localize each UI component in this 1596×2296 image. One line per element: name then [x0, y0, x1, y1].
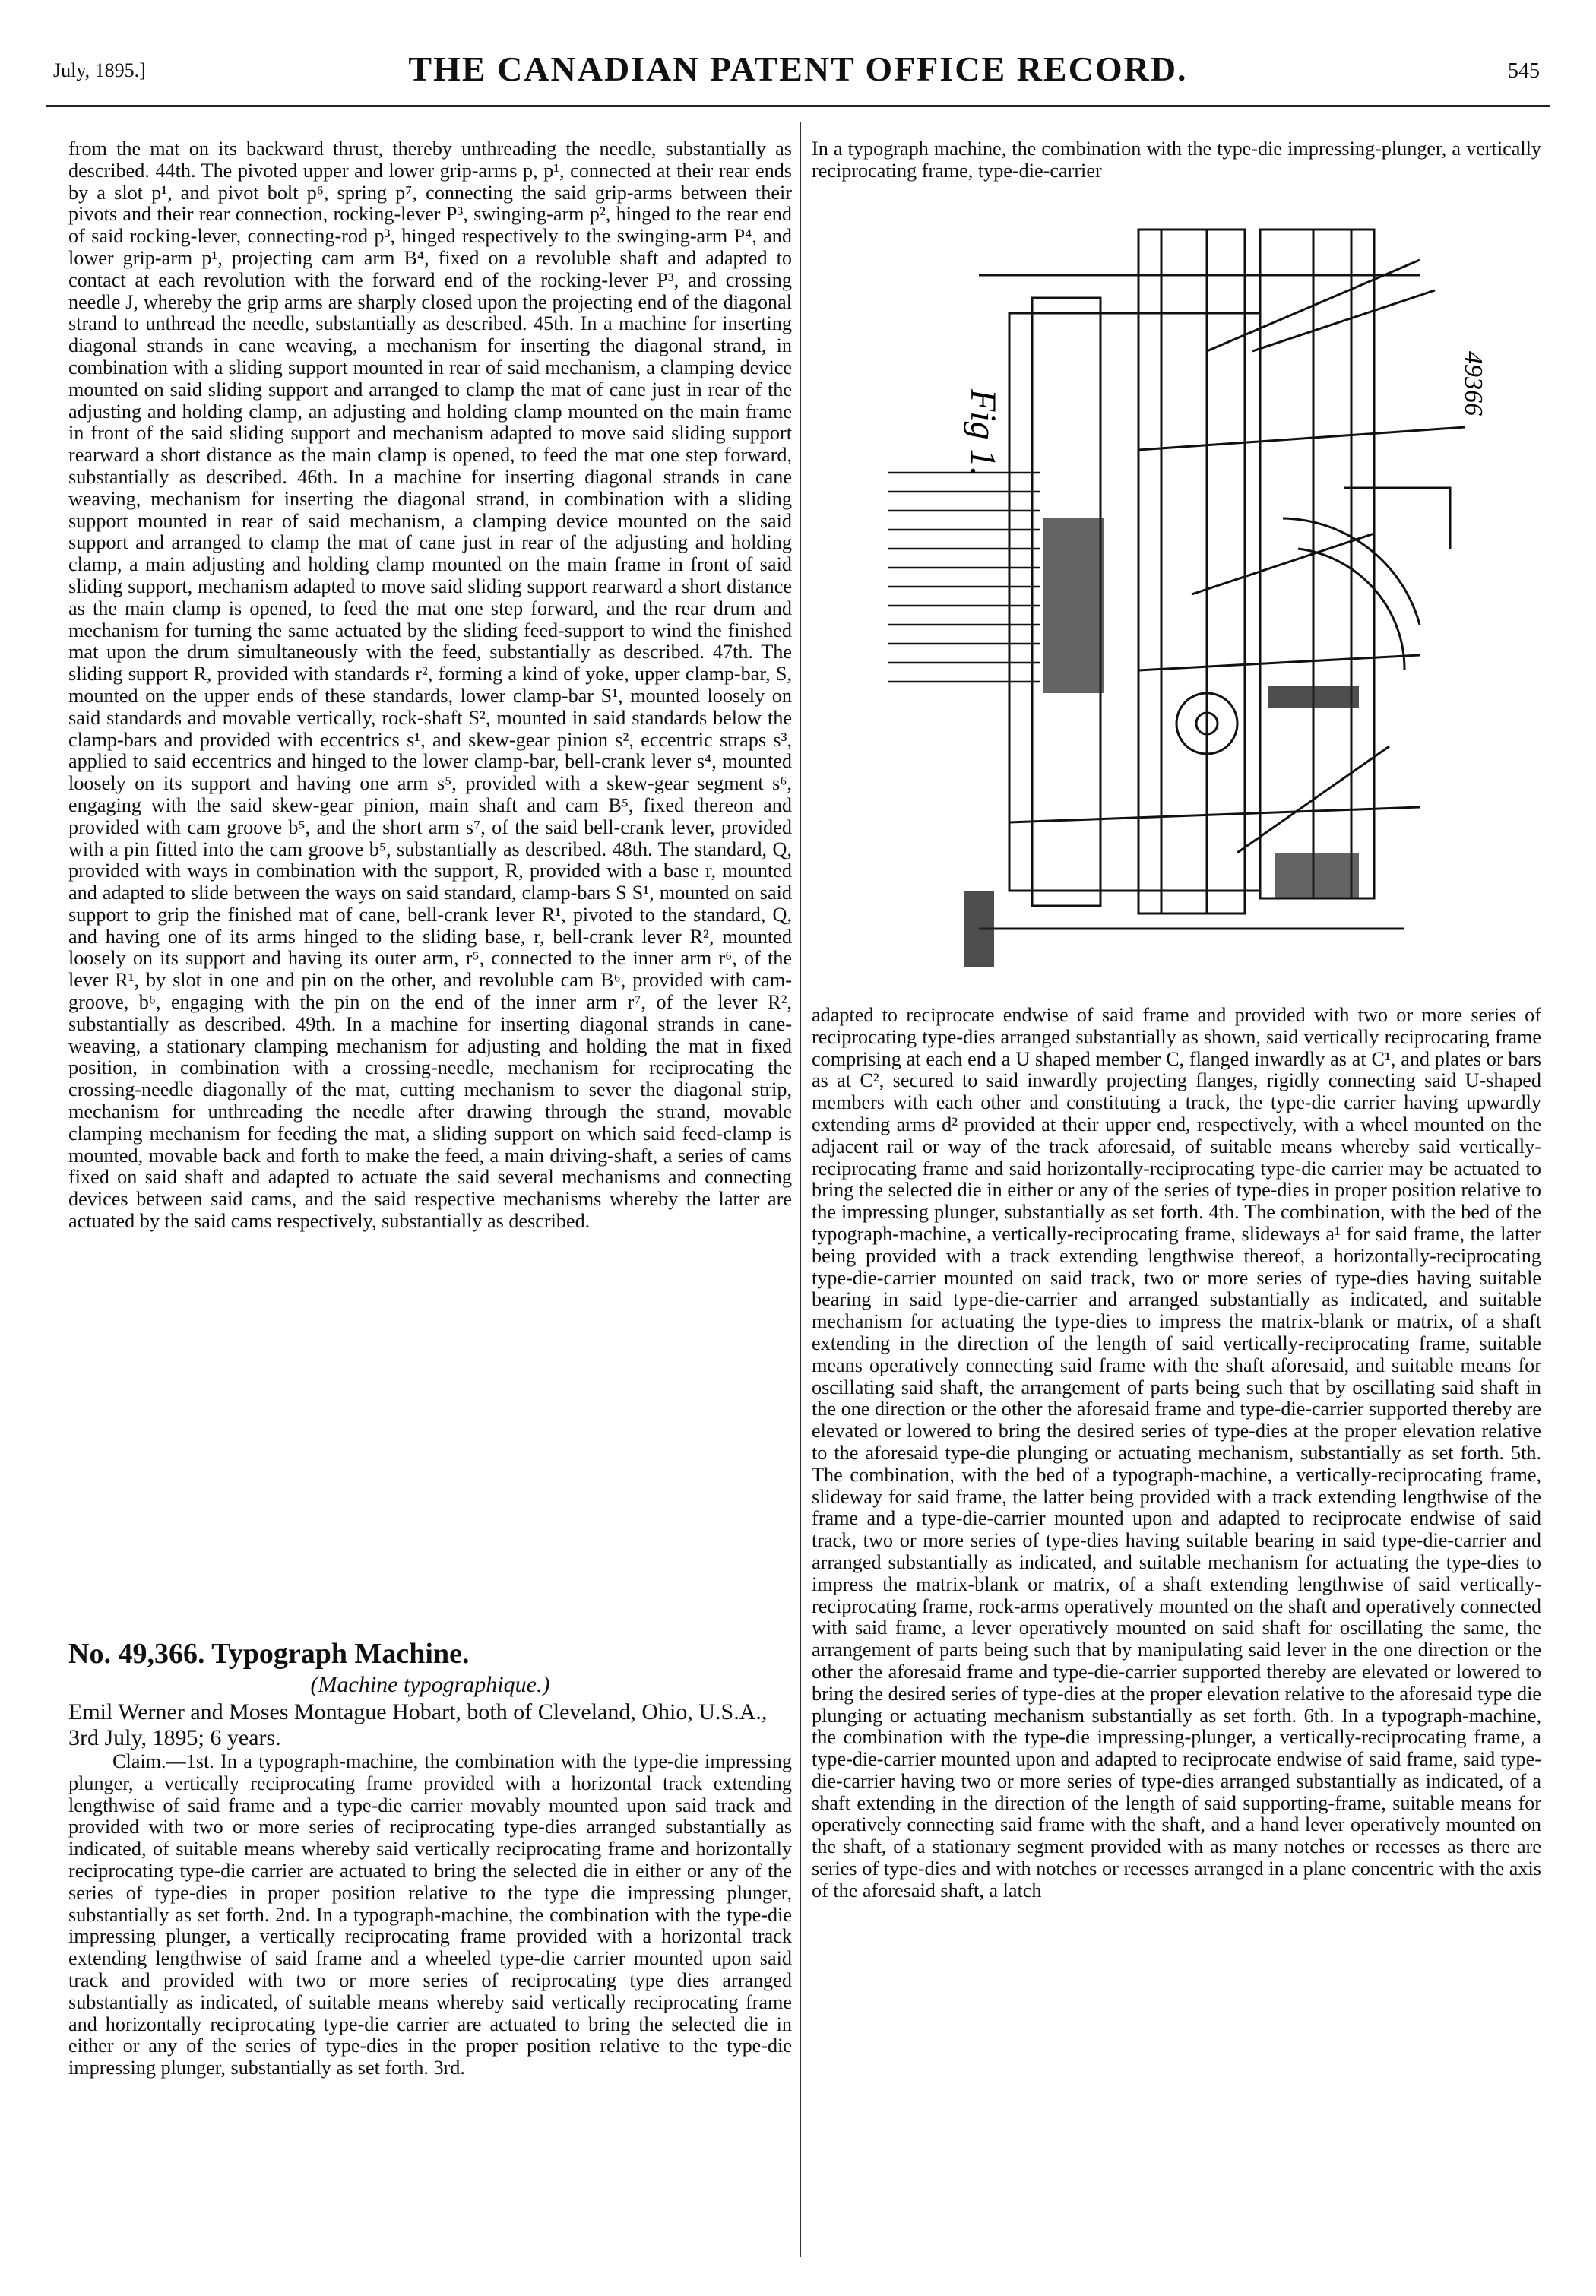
- patent-inventors: Emil Werner and Moses Montague Hobart, both of Cleveland, Ohio, U.S.A., 3rd July, 1895; 6 years.: [68, 1699, 768, 1750]
- right-column-top: [812, 138, 1541, 182]
- figure-label: Fig 1.: [963, 389, 1003, 477]
- issue-date: July, 1895.]: [53, 59, 146, 81]
- page-number: 545: [1508, 59, 1540, 83]
- figure-patent-number: 49366: [1459, 351, 1487, 416]
- column-divider: [800, 122, 801, 2257]
- patent-drawing: [888, 199, 1511, 982]
- patent-subheading: (Machine typographique.): [310, 1672, 550, 1697]
- left-column: [68, 138, 792, 2253]
- patent-claims: Claim.—1st. In a typograph-machine, the combination with the type-die impressing plunger, a vertically reciprocating frame provided with a horizontal track extending lengthwise of said frame and a type-die carrier movably mounted upon said track and provided with two or more series of reciprocating type-dies arranged substantially as indicated, of suitable means whereby said vertically reciprocating frame and horizontally reciprocating type-die carrier are actuated to bring the selected die in either or any of the series of type-dies in proper position relative to the type die impressing plunger, substantially as set forth. 2nd. In a typograph-machine, the combination with the type-die impressing plunger, a vertically reciprocating frame provided with a horizontal track extending lengthwise of said frame and a wheeled type-die carrier mounted upon said track and provided with two or more series of reciprocating type dies arranged substantially as indicated, of suitable means whereby said vertically reciprocating frame and horizontally reciprocating type-die carrier are actuated to bring the selected die in either or any of the series of type-dies in the proper position relative to the type-die impressing plunger, substantially as set forth. 3rd.: [68, 1751, 792, 2079]
- left-column-text: from the mat on its backward thrust, thereby unthreading the needle, substantially as described. 44th. The pivoted upper and lower grip-arms p, p¹, connected at their rear ends by a slot p¹, and pivot bolt p⁶, spring p⁷, connecting the said grip-arms between their pivots and their rear connection, rocking-lever P³, swinging-arm p², hinged to the rear end of said rocking-lever, connecting-rod p³, hinged respectively to the swinging-arm P⁴, and lower grip-arm p¹, projecting cam arm B⁴, fixed on a revoluble shaft and adapted to contact at each revolution with the forward end of the rocking-lever P³, and crossing needle J, whereby the grip arms are sharply closed upon the projecting end of the diagonal strand to unthread the needle, substantially as described. 45th. In a machine for inserting diagonal strands in cane weaving, a mechanism for inserting the diagonal strand, in combination with a sliding support mounted in rear of said mechanism, a clamping device mounted on said sliding support and arranged to clamp the mat of cane just in rear of the adjusting and holding clamp, an adjusting and holding clamp mounted on the main frame in front of the said sliding support and mechanism adapted to move said sliding support rearward a short distance as the main clamp is opened, to feed the mat one step forward, substantially as described. 46th. In a machine for inserting diagonal strands in cane weaving, mechanism for inserting the diagonal strand, in combination with a sliding support mounted in rear of said mechanism, a clamping device mounted on the said support and arranged to clamp the mat of cane just in rear of the adjusting and holding clamp, a main adjusting and holding clamp mounted on the main frame in front of said sliding support, mechanism adapted to move said sliding support rearward a short distance as the main clamp is opened, to feed the mat one step forward, and the rear drum and mechanism for turning the same actuated by the sliding feed-support to wind the finished mat upon the drum simultaneously with the feed, substantially as described. 47th. The sliding support R, provided with standards r², forming a kind of yoke, upper clamp-bar, S, mounted on the upper ends of these standards, lower clamp-bar S¹, mounted loosely on said standards and movable vertically, rock-shaft S², mounted in said standards below the clamp-bars and provided with eccentrics s¹, and skew-gear pinion s², eccentric straps s³, applied to said eccentrics and hinged to the lower clamp-bar, bell-crank lever s⁴, mounted loosely on its support and having one arm s⁵, provided with a skew-gear segment s⁶, engaging with the said skew-gear pinion, main shaft and cam B⁵, fixed thereon and provided with cam groove b⁵, and the short arm s⁷, of the said bell-crank lever, provided with a pin fitted into the cam groove b⁵, substantially as described. 48th. The standard, Q, provided with ways in combination with the support, R, provided with a base r, mounted and adapted to slide between the ways on said standard, clamp-bars S S¹, mounted on said support to grip the finished mat of cane, bell-crank lever R¹, pivoted to the standard, Q, and having one of its arms hinged to the sliding base, r, bell-crank lever R², mounted loosely on its support and having its outer arm, r⁵, connected to the inner arm r⁶, of the lever R¹, by slot in one and pin on the other, and revoluble cam B⁶, provided with cam-groove, b⁶, engaging with the pin on the end of the inner arm r⁷, of the lever R², substantially as described. 49th. In a machine for inserting diagonal strands in cane-weaving, a stationary clamping mechanism for adjusting and holding the mat in fixed position, in combination with a crossing-needle, mechanism for reciprocating the crossing-needle diagonally of the mat, cutting mechanism to sever the diagonal strip, mechanism for unthreading the needle after drawing through the strand, movable clamping mechanism for feeding the mat, a sliding support on which said feed-clamp is mounted, movable back and forth to make the feed, a main driving-shaft, a series of cams fixed on said shaft and adapted to actuate the said several mechanisms and connecting devices between said cams, and the said respective mechanisms whereby the latter are actuated by the said cams respectively, substantially as described.: [68, 138, 792, 1233]
- publication-title: THE CANADIAN PATENT OFFICE RECORD.: [408, 49, 1188, 88]
- right-bottom-text: adapted to reciprocate endwise of said frame and provided with two or more series of reciprocating type-dies arranged substantially as shown, said vertically reciprocating frame comprising at each end a U shaped member C, flanged inwardly as at C¹, and plates or bars as at C², secured to said inwardly projecting flanges, rigidly connecting said U-shaped members with each other and constituting a track, the type-die carrier having upwardly extending arms d² provided at their upper end, respectively, with a wheel mounted on the adjacent rail or way of the track aforesaid, of suitable means whereby said vertically-reciprocating frame and said horizontally-reciprocating type-die carrier may be actuated to bring the selected die in either or any of the series of type-dies in proper position relative to the impressing plunger, substantially as set forth. 4th. The combination, with the bed of the typograph-machine, a vertically-reciprocating frame, slideways a¹ for said frame, the latter being provided with a track extending lengthwise thereof, a horizontally-reciprocating type-die-carrier mounted on said track, two or more series of type-dies having suitable bearing in said type-die-carrier and arranged substantially as indicated, and suitable mechanism for actuating the type-dies to impress the matrix-blank or matrix, of a shaft extending in the direction of the length of said vertically-reciprocating frame, suitable means operatively connecting said frame with the shaft aforesaid, and suitable means for oscillating said shaft, the arrangement of parts being such that by oscillating said shaft in the one direction or the other the aforesaid frame and type-die-carrier supported thereby are elevated or lowered to bring the desired series of type-dies at the proper elevation relative to the aforesaid type-die plunging or actuating mechanism, substantially as set forth. 5th. The combination, with the bed of a typograph-machine, a vertically-reciprocating frame, slideway for said frame, the latter being provided with a track extending lengthwise of the frame and a type-die-carrier mounted upon and adapted to reciprocate endwise of said track, two or more series of type-dies having suitable bearing in said type-die-carrier and arranged substantially as indicated, and suitable mechanism for actuating the type-dies to impress the matrix-blank or matrix, of a shaft extending lengthwise of said vertically-reciprocating frame, rock-arms operatively mounted on the shaft and operatively connected with said frame, a lever operatively mounted on said shaft for oscillating the same, the arrangement of parts being such that by manipulating said lever in the one direction or the other the aforesaid frame and type-die-carrier supported thereby are elevated or lowered to bring the desired series of type-dies at the proper elevation relative to the aforesaid type die plunging or actuating mechanism substantially as set forth. 6th. In a typograph-machine, the combination with the type-die impressing-plunger, a vertically-reciprocating frame, a type-die-carrier mounted upon and adapted to reciprocate endwise of said frame, said type-die-carrier having two or more series of type-dies arranged substantially as indicated, of a shaft extending in the direction of the length of said supporting-frame, suitable means for operatively connecting said frame with the shaft, and a hand lever operatively mounted on the shaft, of a stationary segment provided with as many notches or recesses as there are series of type-dies and with notches or recesses arranged in a plane concentric with the axis of the aforesaid shaft, a latch: [812, 1005, 1541, 1902]
- page-header: [46, 46, 1550, 99]
- patent-heading: No. 49,366. Typograph Machine.: [68, 1638, 470, 1670]
- right-top-text: In a typograph machine, the combination with the type-die impressing-plunger, a vertically reciprocating frame, type-die-carrier: [812, 138, 1541, 182]
- right-column-bottom: [812, 1005, 1541, 2259]
- header-rule: [46, 105, 1550, 107]
